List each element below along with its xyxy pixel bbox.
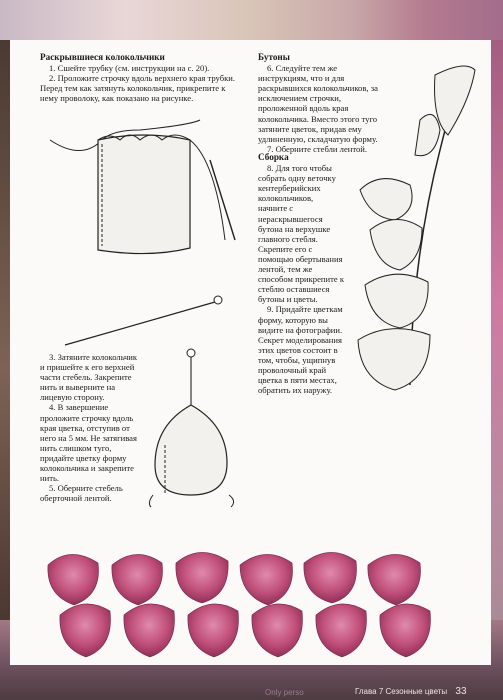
step-5: 5. Оберните стебель оберточной лентой. (40, 483, 123, 504)
section-title: Бутоны (258, 52, 290, 62)
section-title: Сборка (258, 152, 289, 162)
illustration-branch (340, 60, 480, 400)
watermark: Only perso (265, 688, 304, 697)
page-footer (355, 686, 467, 697)
background-photo-left (0, 40, 10, 700)
section-open-bells (40, 52, 238, 103)
page-number: 33 (455, 686, 467, 697)
illustration-gathered-tube (40, 100, 240, 260)
photo-bell-flowers (40, 545, 460, 675)
illustration-wire (60, 290, 230, 350)
step-1: 1. Сшейте трубку (см. инструкции на с. 20). (49, 63, 210, 74)
background-photo-right (491, 40, 503, 700)
section-open-bells-cont (40, 352, 140, 503)
step-8: 8. Для того чтобы собрать одну веточку кентерберийских колокольчиков, начните с нераскрывшегося бутона на верхушке главного стебля. Скрепите его с помощью обертывания лентой, тем же способом прикрепите к стеблю оставшиеся бутоны и цветы. (258, 163, 345, 305)
section-title: Раскрывшиеся колокольчики (40, 52, 165, 62)
step-7: 7. Оберните стебли лентой. (267, 143, 368, 154)
step-2: 2. Проложите строчку вдоль верхнего края трубки. Перед тем как затянуть колокольчик, прикрепите к нему проволоку, как показано на рисунке. (40, 73, 236, 104)
step-4: 4. В завершение проложите строчку вдоль края цветка, отступив от него на 5 мм. Не затягивая нить слишком туго, придайте цветку форму колокольчика и закрепите нить. (40, 402, 137, 484)
illustration-bell-gathered (145, 345, 245, 515)
step-3: 3. Затяните колокольчик и пришейте к его верхней части стебель. Закрепите нить и выверните на лицевую сторону. (40, 352, 138, 403)
section-assembly (258, 152, 344, 395)
step-9: 9. Придайте цветкам форму, которую вы видите на фотографии. Секрет моделирования этих цветов состоит в том, чтобы, ущипнув проволочный край цветка в пяти местах, обратить их наружу. (258, 304, 343, 396)
step-6: 6. Следуйте тем же инструкциям, что и для раскрывшихся колокольчиков, за исключением строчки, проложенной вдоль края колокольчика. Вместо этого туго затяните цветок, придав ему удлиненную, складчатую форму. (258, 63, 378, 144)
footer-section: Глава 7 Сезонные цветы (355, 687, 448, 696)
background-photo-top (0, 0, 503, 44)
